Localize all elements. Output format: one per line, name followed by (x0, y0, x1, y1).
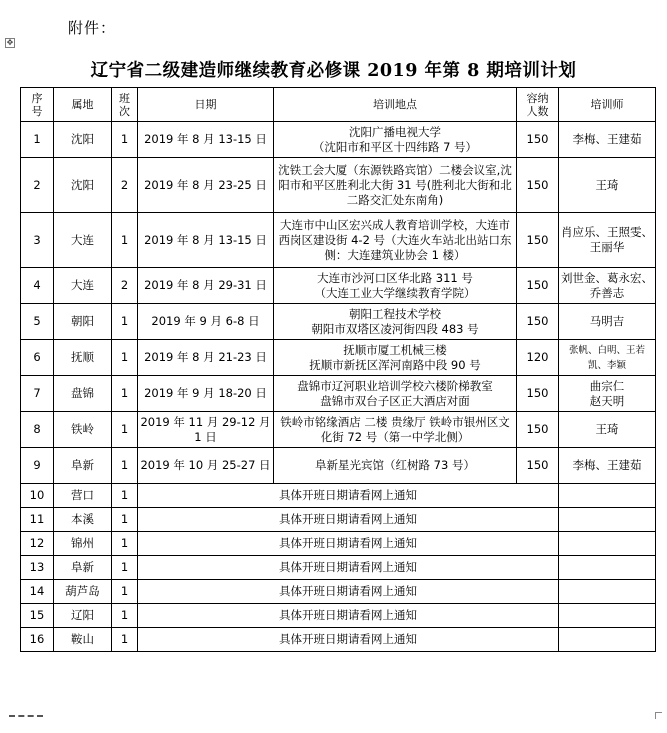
cell-region: 大连 (54, 268, 112, 304)
table-row (21, 340, 656, 376)
cell-region: 鞍山 (54, 628, 112, 652)
cell-capacity: 150 (517, 268, 559, 304)
cell-region: 朝阳 (54, 304, 112, 340)
cell-trainer-empty (559, 580, 656, 604)
cell-date: 2019 年 10 月 25-27 日 (138, 448, 274, 484)
cell-capacity: 120 (517, 340, 559, 376)
table-move-handle-icon[interactable]: ✥ (6, 38, 14, 47)
cell-capacity: 150 (517, 376, 559, 412)
cell-class: 1 (112, 213, 138, 268)
cell-place: 沈铁工会大厦（东源铁路宾馆）二楼会议室,沈阳市和平区胜利北大街 31 号(胜利北大街和北二路交汇处东南角) (274, 158, 517, 213)
cell-notice: 具体开班日期请看网上通知 (138, 556, 559, 580)
header-class: 班次 (112, 88, 138, 122)
training-plan-table (20, 87, 656, 652)
cell-date: 2019 年 9 月 18-20 日 (138, 376, 274, 412)
cell-notice: 具体开班日期请看网上通知 (138, 604, 559, 628)
attachment-label: 附件： (68, 19, 117, 37)
cell-no: 11 (21, 508, 54, 532)
cell-date: 2019 年 8 月 23-25 日 (138, 158, 274, 213)
cell-place: 阜新星光宾馆（红树路 73 号） (274, 448, 517, 484)
cell-capacity: 150 (517, 213, 559, 268)
table-row (21, 213, 656, 268)
cell-date: 2019 年 8 月 21-23 日 (138, 340, 274, 376)
table-row (21, 508, 656, 532)
cell-trainer: 张帆、白明、王若凯、李颖 (559, 340, 656, 376)
table-header-row (21, 88, 656, 122)
cell-class: 1 (112, 412, 138, 448)
cell-trainer: 马明吉 (559, 304, 656, 340)
cell-trainer: 王琦 (559, 412, 656, 448)
table-row (21, 484, 656, 508)
cell-no: 15 (21, 604, 54, 628)
cell-class: 1 (112, 122, 138, 158)
table-row (21, 304, 656, 340)
cell-no: 8 (21, 412, 54, 448)
cell-trainer: 肖应乐、王照雯、王丽华 (559, 213, 656, 268)
cell-date: 2019 年 9 月 6-8 日 (138, 304, 274, 340)
table-row (21, 580, 656, 604)
cell-no: 16 (21, 628, 54, 652)
cell-notice: 具体开班日期请看网上通知 (138, 508, 559, 532)
cell-class: 1 (112, 532, 138, 556)
header-region: 属地 (54, 88, 112, 122)
cell-notice: 具体开班日期请看网上通知 (138, 580, 559, 604)
table-row (21, 376, 656, 412)
cell-class: 2 (112, 158, 138, 213)
cell-class: 1 (112, 604, 138, 628)
table-row (21, 412, 656, 448)
cell-no: 10 (21, 484, 54, 508)
cell-notice: 具体开班日期请看网上通知 (138, 484, 559, 508)
cell-no: 14 (21, 580, 54, 604)
table-row (21, 268, 656, 304)
cell-date: 2019 年 8 月 29-31 日 (138, 268, 274, 304)
cell-place: 沈阳广播电视大学 （沈阳市和平区十四纬路 7 号） (274, 122, 517, 158)
cell-trainer-empty (559, 508, 656, 532)
table-body (21, 122, 656, 652)
cell-class: 1 (112, 556, 138, 580)
cell-class: 1 (112, 508, 138, 532)
cell-class: 1 (112, 304, 138, 340)
header-no: 序号 (21, 88, 54, 122)
cell-no: 9 (21, 448, 54, 484)
header-capacity: 容纳人数 (517, 88, 559, 122)
cell-no: 7 (21, 376, 54, 412)
cell-class: 1 (112, 628, 138, 652)
cell-capacity: 150 (517, 158, 559, 213)
cell-date: 2019 年 8 月 13-15 日 (138, 122, 274, 158)
table-row (21, 556, 656, 580)
cell-class: 1 (112, 376, 138, 412)
cell-date: 2019 年 11 月 29-12 月 1 日 (138, 412, 274, 448)
cell-trainer-empty (559, 484, 656, 508)
cell-region: 本溪 (54, 508, 112, 532)
header-place: 培训地点 (274, 88, 517, 122)
cell-no: 6 (21, 340, 54, 376)
cell-trainer-empty (559, 532, 656, 556)
cell-place: 铁岭市铭缘酒店 二楼 贵缘厅 铁岭市银州区文化街 72 号（第一中学北侧） (274, 412, 517, 448)
cell-place: 大连市中山区宏兴成人教育培训学校，大连市西岗区建设街 4-2 号（大连火车站北出站口东侧：大连建筑业协会 1 楼） (274, 213, 517, 268)
page-corner-mark (655, 712, 662, 719)
cell-no: 13 (21, 556, 54, 580)
cell-place: 盘锦市辽河职业培训学校六楼阶梯教室 盘锦市双台子区正大酒店对面 (274, 376, 517, 412)
cell-notice: 具体开班日期请看网上通知 (138, 532, 559, 556)
cell-no: 1 (21, 122, 54, 158)
cell-trainer-empty (559, 604, 656, 628)
cell-region: 营口 (54, 484, 112, 508)
header-trainer: 培训师 (559, 88, 656, 122)
cell-capacity: 150 (517, 304, 559, 340)
cell-trainer: 王琦 (559, 158, 656, 213)
header-date: 日期 (138, 88, 274, 122)
cell-trainer: 李梅、王建茹 (559, 448, 656, 484)
cell-no: 2 (21, 158, 54, 213)
cell-region: 锦州 (54, 532, 112, 556)
cell-class: 1 (112, 580, 138, 604)
cell-trainer: 李梅、王建茹 (559, 122, 656, 158)
cell-place: 抚顺市厦工机械三楼 抚顺市新抚区浑河南路中段 90 号 (274, 340, 517, 376)
page-footer-mark (9, 715, 43, 720)
table-row (21, 158, 656, 213)
cell-region: 抚顺 (54, 340, 112, 376)
cell-region: 沈阳 (54, 158, 112, 213)
cell-capacity: 150 (517, 448, 559, 484)
cell-region: 大连 (54, 213, 112, 268)
table-row (21, 628, 656, 652)
table-row (21, 448, 656, 484)
cell-capacity: 150 (517, 122, 559, 158)
cell-date: 2019 年 8 月 13-15 日 (138, 213, 274, 268)
table-row (21, 122, 656, 158)
cell-class: 2 (112, 268, 138, 304)
cell-trainer: 刘世金、葛永宏、乔善志 (559, 268, 656, 304)
cell-region: 沈阳 (54, 122, 112, 158)
cell-place: 大连市沙河口区华北路 311 号 （大连工业大学继续教育学院） (274, 268, 517, 304)
cell-region: 铁岭 (54, 412, 112, 448)
cell-class: 1 (112, 340, 138, 376)
cell-trainer-empty (559, 628, 656, 652)
cell-region: 阜新 (54, 448, 112, 484)
cell-no: 12 (21, 532, 54, 556)
cell-notice: 具体开班日期请看网上通知 (138, 628, 559, 652)
cell-capacity: 150 (517, 412, 559, 448)
cell-region: 阜新 (54, 556, 112, 580)
cell-region: 葫芦岛 (54, 580, 112, 604)
cell-place: 朝阳工程技术学校 朝阳市双塔区凌河街四段 483 号 (274, 304, 517, 340)
cell-region: 盘锦 (54, 376, 112, 412)
cell-region: 辽阳 (54, 604, 112, 628)
cell-class: 1 (112, 448, 138, 484)
cell-trainer: 曲宗仁 赵天明 (559, 376, 656, 412)
cell-no: 4 (21, 268, 54, 304)
document-title: 辽宁省二级建造师继续教育必修课 2019 年第 8 期培训计划 (90, 61, 577, 81)
table-row (21, 604, 656, 628)
table-row (21, 532, 656, 556)
cell-trainer-empty (559, 556, 656, 580)
cell-no: 5 (21, 304, 54, 340)
cell-class: 1 (112, 484, 138, 508)
cell-no: 3 (21, 213, 54, 268)
